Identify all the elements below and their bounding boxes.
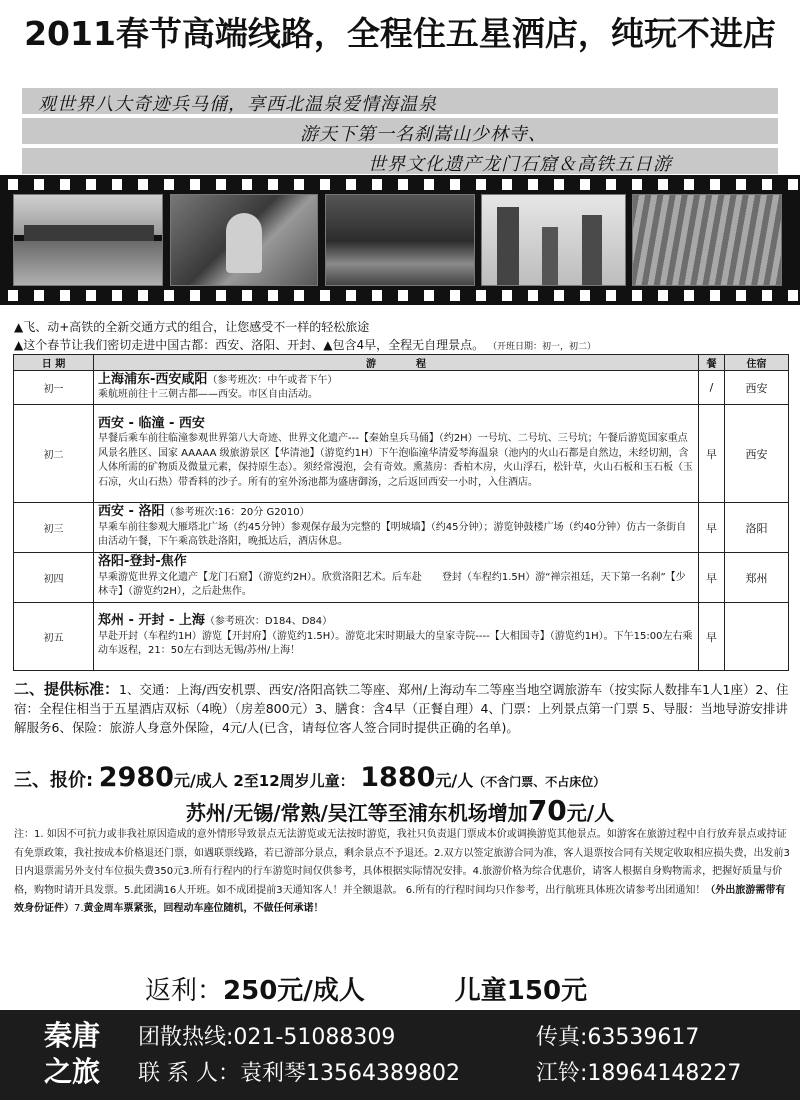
row-meal: 早 bbox=[699, 553, 725, 603]
route-train: （参考班次：D184、D84） bbox=[204, 616, 333, 628]
row-day: 初一 bbox=[14, 371, 94, 405]
row-route bbox=[94, 603, 699, 671]
notes-part-1: 注：1. 如因不可抗力或非我社原因造成的意外情形导致景点无法游览或无法按时游览，我社只负责退门票成本价或调换游览其他景点。如游客在旅游过程中自行放弃景点或持证有免票政策，我社按成本价格退还门票，如遇联票线路，若已游部分景点，剩余景点不予退还。2.双方以签定旅游合同为准，客人退票按合同有关规定收取相应损失费，出发前3日内退票需另外支付车位损失费350元3.所有行程内的行车游览时间仅供参考，具体根据实际情况安排。4.旅游价格为综合优惠价，请客人根据自身购物需求，把握好质量与价格，购物时请开具发票。5.此团满16人开班。如不成团提前3天通知客人！并全额退款。 6.所有的行程时间均只作参考，出行航班具体班次请参考出团通知！ bbox=[14, 829, 790, 896]
contact-footer bbox=[0, 1010, 800, 1100]
rebate-adult: 250元/成人 bbox=[223, 976, 365, 1006]
row-stay: 西安 bbox=[725, 371, 789, 405]
route-desc: 乘航班前往十三朝古都——西安。市区自由活动。 bbox=[98, 389, 318, 400]
notes-part-2: 7. bbox=[74, 903, 84, 914]
film-holes-top bbox=[0, 179, 800, 190]
surcharge-amount: 70 bbox=[527, 794, 567, 827]
row-route bbox=[94, 405, 699, 503]
surcharge-line bbox=[0, 794, 800, 827]
route-title: 西安 - 临潼 - 西安 bbox=[98, 415, 205, 431]
photo-lake-pavilion bbox=[13, 194, 163, 286]
price-line bbox=[14, 762, 605, 793]
row-meal: 早 bbox=[699, 603, 725, 671]
slogan-line-2: 游天下第一名刹嵩山少林寺、 bbox=[300, 124, 547, 145]
rebate-line bbox=[145, 970, 587, 1007]
row-meal: / bbox=[699, 371, 725, 405]
row-meal: 早 bbox=[699, 503, 725, 553]
row-stay: 西安 bbox=[725, 405, 789, 503]
open-dates: （开班日期：初一，初二） bbox=[487, 342, 596, 352]
child-label: 2至12周岁儿童： bbox=[233, 772, 355, 790]
row-route bbox=[94, 503, 699, 553]
brand-bottom: 之旅 bbox=[44, 1055, 101, 1088]
photo-film-strip bbox=[0, 175, 800, 305]
photo-river-landscape bbox=[325, 194, 475, 286]
price-heading: 三、报价: bbox=[14, 770, 94, 791]
page-title: 2011春节高端线路，全程住五星酒店，纯玩不进店 bbox=[24, 14, 776, 53]
table-row bbox=[14, 553, 789, 603]
child-price: 1880 bbox=[360, 762, 436, 793]
table-row bbox=[14, 603, 789, 671]
intro-line-1: ▲飞、动+高铁的全新交通方式的组合，让您感受不一样的轻松旅途 bbox=[14, 320, 370, 334]
route-desc: 早乘游览世界文化遗产【龙门石窟】（游览约2H）。欣赏洛阳艺术。后车赴 登封（车程约1.5H）游“禅宗祖廷，天下第一名刹”【少林寺】（游览约2H），之后赴焦作。 bbox=[98, 571, 686, 598]
col-date: 日 期 bbox=[14, 355, 94, 371]
route-title: 洛阳-登封-焦作 bbox=[98, 554, 187, 570]
slogan-line-3: 世界文化遗产龙门石窟＆高铁五日游 bbox=[368, 154, 672, 175]
route-train: （参考班次：中午或者下午） bbox=[207, 374, 338, 386]
standards-text: 1、交通：上海/西安机票、西安/洛阳高铁二等座、郑州/上海动车二等座当地空调旅游车（按实际人数排车1人1座）2、住宿：全程住相当于五星酒店双标（4晚）（房差800元）3、膳食：含4早（正餐自理）4、门票：上列景点第一门票 5、导服：当地导游安排讲解服务6、保险：旅游人身意外保险，4元/人(已含，请每位客人签合同时提供正确的名单)。 bbox=[14, 682, 789, 735]
table-row bbox=[14, 371, 789, 405]
itinerary-table bbox=[13, 354, 789, 671]
row-day: 初二 bbox=[14, 405, 94, 503]
service-standards bbox=[14, 680, 790, 737]
row-stay bbox=[725, 603, 789, 671]
route-desc: 早餐后乘车前往临潼参观世界第八大奇迹、世界文化遗产---【秦始皇兵马俑】（约2H）一号坑、二号坑、三号坑；午餐后游览国家重点风景名胜区、国家 AAAAA 级旅游景区【华清池】（游览约1H）下午泡临潼华清爱琴海温泉（池内的火山石都是自然边，未经切割，含人体所需的矿物质及微量元素，保持原生态）。须经常漫泡，会有奇效。熏蒸房：香柏木房，火山浮石，松针草，火山石板和玉石板（玉石凉，火山石热）带香料的沙子。所有的室外汤池都为盛唐御汤，之后返回西安一小时，入住酒店。 bbox=[98, 433, 693, 488]
col-route: 游 程 bbox=[94, 355, 699, 371]
brand-top: 秦唐 bbox=[44, 1019, 101, 1052]
brand-logo bbox=[44, 1018, 100, 1090]
standards-heading: 二、提供标准： bbox=[14, 680, 120, 698]
row-stay: 郑州 bbox=[725, 553, 789, 603]
row-meal: 早 bbox=[699, 405, 725, 503]
notes-id-reminder: （外出旅游需带有效身份证件） bbox=[14, 884, 786, 914]
child-note: （不含门票、不占床位） bbox=[473, 775, 606, 789]
col-meal: 餐 bbox=[699, 355, 725, 371]
notes-holiday-warning: 黄金周车票紧张，回程动车座位随机，不做任何承诺！ bbox=[83, 903, 324, 914]
row-route bbox=[94, 553, 699, 603]
itinerary-header-row bbox=[14, 355, 789, 371]
child-unit: 元/人 bbox=[435, 771, 474, 790]
photo-terracotta-army bbox=[632, 194, 782, 286]
row-route bbox=[94, 371, 699, 405]
rebate-label: 返利： bbox=[145, 976, 224, 1006]
adult-price: 2980 bbox=[98, 762, 174, 793]
row-day: 初五 bbox=[14, 603, 94, 671]
surcharge-unit: 元/人 bbox=[566, 801, 615, 825]
route-title: 上海浦东-西安咸阳 bbox=[98, 371, 208, 387]
table-row bbox=[14, 405, 789, 503]
contact-person-2: 江铃:18964148227 bbox=[536, 1061, 742, 1086]
intro-line-2-text: ▲这个春节让我们密切走进中国古都：西安、洛阳、开封、▲包含4早，全程无自理景点。 bbox=[14, 338, 485, 352]
fax: 传真:63539617 bbox=[536, 1025, 700, 1050]
slogan-line-1: 观世界八大奇迹兵马俑，享西北温泉爱情海温泉 bbox=[38, 94, 437, 115]
intro-line-2 bbox=[14, 336, 596, 353]
film-holes-bottom bbox=[0, 290, 800, 301]
route-desc: 早乘车前往参观大雁塔北广场（约45分钟）参观保存最为完整的【明城墙】（约45分钟）；游览钟鼓楼广场（约40分钟）仿古一条街自由活动午餐，下午乘高铁赴洛阳，晚抵达后，酒店休息。 bbox=[98, 521, 687, 548]
route-train: （参考班次:16：20分 G2010） bbox=[164, 507, 310, 519]
photo-pagoda-forest bbox=[481, 194, 626, 286]
terms-notes bbox=[14, 826, 790, 919]
route-title: 郑州 - 开封 - 上海 bbox=[98, 613, 205, 629]
route-title: 西安 - 洛阳 bbox=[98, 504, 165, 520]
adult-unit: 元/成人 bbox=[173, 771, 228, 790]
col-stay: 住宿 bbox=[725, 355, 789, 371]
row-day: 初四 bbox=[14, 553, 94, 603]
hotline: 团散热线:021-51088309 bbox=[138, 1025, 396, 1050]
surcharge-text: 苏州/无锡/常熟/吴江等至浦东机场增加 bbox=[185, 801, 528, 825]
row-day: 初三 bbox=[14, 503, 94, 553]
route-desc: 早赴开封（车程约1H）游览【开封府】（游览约1.5H）。游览北宋时期最大的皇家寺院----【大相国寺】（游览约1H）。下午15:00左右乘动车返程，21：50左右到达无锡/苏州/上海！ bbox=[98, 630, 693, 657]
photo-longmen-grottoes bbox=[170, 194, 318, 286]
table-row bbox=[14, 503, 789, 553]
row-stay: 洛阳 bbox=[725, 503, 789, 553]
rebate-child: 儿童150元 bbox=[454, 976, 588, 1006]
contact-person: 联 系 人：袁利琴13564389802 bbox=[138, 1061, 460, 1086]
